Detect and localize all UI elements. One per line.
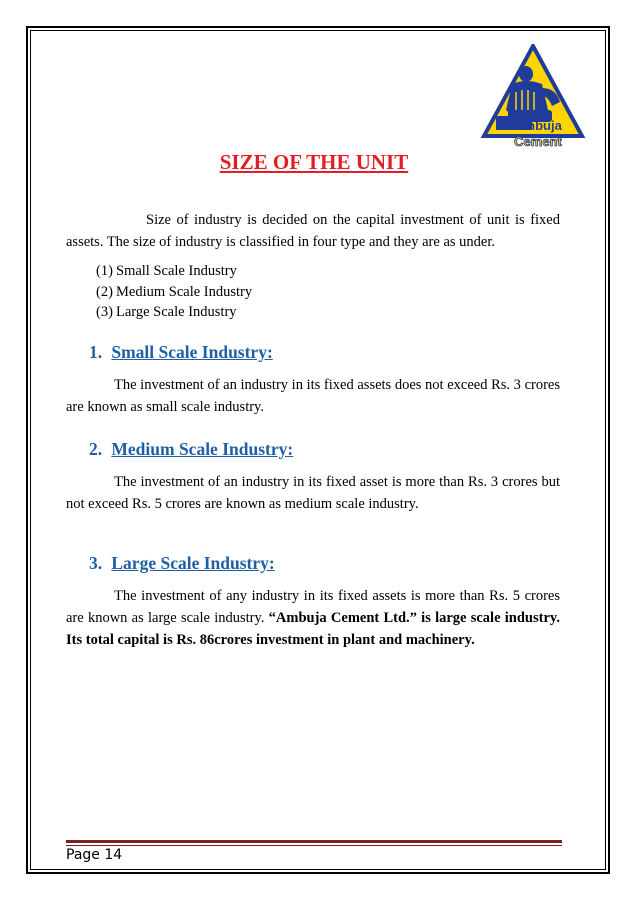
intro-paragraph: Size of industry is decided on the capital investment of unit is fixed assets. The size of industry is classified in four type and they are as under. [66,212,560,250]
footer-rule-thin [66,845,562,846]
list-item [96,282,252,303]
section-heading-text: Large Scale Industry: [111,553,275,573]
list-item [96,302,252,323]
list-item-text: Medium Scale Industry [116,283,253,300]
small-scale-paragraph: The investment of an industry in its fixed assets does not exceed Rs. 3 crores are known as small scale industry. [66,377,560,415]
section-heading-small [89,342,273,363]
large-scale-paragraph [66,585,560,651]
large-scale-text: The investment of any industry in its fixed assets is more than Rs. 5 crores are known as large scale industry. [66,588,560,626]
logo-graphic [478,44,588,156]
list-item-text: Small Scale Industry [116,263,237,279]
logo-text-cement: Cement [514,134,562,149]
list-item-number: (3) [96,304,113,320]
list-item-text: Large Scale Industry [116,304,237,320]
page-title: SIZE OF THE UNIT [219,150,409,174]
industry-type-list [96,261,252,323]
list-item-number: (2) [96,283,113,300]
section-number: 3. [89,553,103,573]
logo-text-ambuja: Ambuja [514,118,562,133]
section-heading-large [89,553,275,574]
footer-rule [66,840,562,843]
section-heading-text: Medium Scale Industry: [111,439,294,459]
section-number: 2. [89,439,103,459]
page-number: Page 14 [66,847,123,863]
section-heading-text: Small Scale Industry: [111,342,273,362]
medium-scale-paragraph: The investment of an industry in its fixed asset is more than Rs. 3 crores but not exceed Rs. 5 crores are known as medium scale industry. [66,474,560,512]
ambuja-highlight-text: “Ambuja Cement Ltd.” is large scale industry. Its total capital is Rs. 86crores investment in plant and machinery. [66,610,560,648]
ambuja-cement-logo [478,44,588,156]
list-item [96,261,252,282]
list-item-number: (1) [96,263,113,279]
section-number: 1. [89,342,103,362]
section-heading-medium [89,439,293,460]
